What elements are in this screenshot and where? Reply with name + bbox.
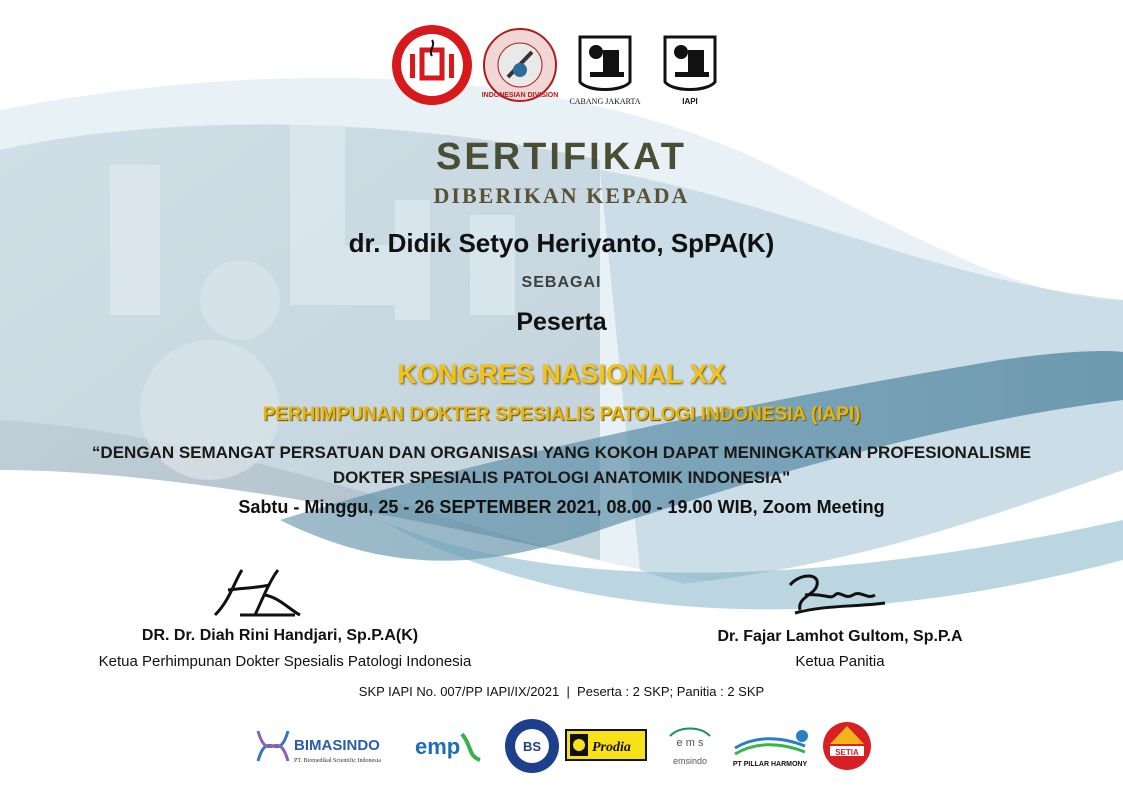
event-theme bbox=[0, 440, 1123, 490]
top-logo-row bbox=[390, 22, 740, 108]
division-logo-text: INDONESIAN DIVISION bbox=[481, 92, 559, 99]
emsindo-text: emsindo bbox=[672, 756, 708, 766]
division-logo bbox=[484, 29, 556, 101]
signatory-2-name: Dr. Fajar Lamhot Gultom, Sp.P.A bbox=[717, 628, 963, 645]
cabang-jakarta-text: CABANG JAKARTA bbox=[569, 97, 641, 106]
biogen-text: BS bbox=[522, 739, 542, 754]
biogen-scientific-logo bbox=[505, 719, 559, 773]
signatory-1-role: Ketua Perhimpunan Dokter Spesialis Patologi Indonesia bbox=[98, 653, 472, 670]
iapi-logo-text: IAPI bbox=[682, 97, 698, 106]
pillar-text: PT PILLAR HARMONY bbox=[732, 761, 808, 768]
as-label: SEBAGAI bbox=[521, 274, 602, 291]
prodia-logo bbox=[566, 730, 646, 760]
participant-role: Peserta bbox=[516, 308, 607, 336]
certificate-title: SERTIFIKAT bbox=[436, 136, 687, 178]
bimasindo-subtext: PT. Biomedikal Scientific Indonesia bbox=[294, 758, 381, 764]
signatory-2-role: Ketua Panitia bbox=[795, 653, 885, 670]
organization-name: PERHIMPUNAN DOKTER SPESIALIS PATOLOGI INDONESIA (IAPI) bbox=[262, 404, 861, 425]
bimasindo-logo bbox=[258, 731, 381, 764]
recipient-name: dr. Didik Setyo Heriyanto, SpPA(K) bbox=[348, 228, 775, 258]
signatory-1-name: DR. Dr. Diah Rini Handjari, Sp.P.A(K) bbox=[141, 627, 419, 644]
theme-line-1: “DENGAN SEMANGAT PERSATUAN DAN ORGANISASI YANG KOKOH DAPAT MENINGKATKAN PROFESIONALISME bbox=[91, 443, 1032, 462]
iapi-logo bbox=[665, 37, 715, 90]
iapi-jakarta-logo bbox=[580, 37, 630, 90]
prodia-text: Prodia bbox=[592, 740, 631, 755]
emp-text: emp bbox=[415, 734, 461, 759]
ems-text: e m s bbox=[676, 737, 704, 749]
setia-text: SETIA bbox=[835, 748, 859, 757]
bimasindo-text: BIMASINDO bbox=[294, 737, 380, 754]
pillar-harmony-logo bbox=[733, 730, 808, 768]
emsindo-logo bbox=[670, 729, 710, 767]
emp-logo bbox=[415, 734, 480, 760]
theme-line-2: DOKTER SPESIALIS PATOLOGI ANATOMIK INDONESIA" bbox=[332, 468, 791, 487]
skp-info: SKP IAPI No. 007/PP IAPI/IX/2021 | Peserta : 2 SKP; Panitia : 2 SKP bbox=[358, 684, 765, 699]
setia-logo bbox=[823, 722, 871, 770]
given-to-label: DIBERIKAN KEPADA bbox=[433, 183, 690, 208]
event-date: Sabtu - Minggu, 25 - 26 SEPTEMBER 2021, 08.00 - 19.00 WIB, Zoom Meeting bbox=[238, 497, 885, 517]
sponsor-logo-row bbox=[250, 716, 880, 776]
signature-1 bbox=[200, 560, 330, 630]
signature-2 bbox=[775, 565, 895, 625]
event-name: KONGRES NASIONAL XX bbox=[397, 359, 726, 389]
idi-logo bbox=[392, 25, 472, 105]
